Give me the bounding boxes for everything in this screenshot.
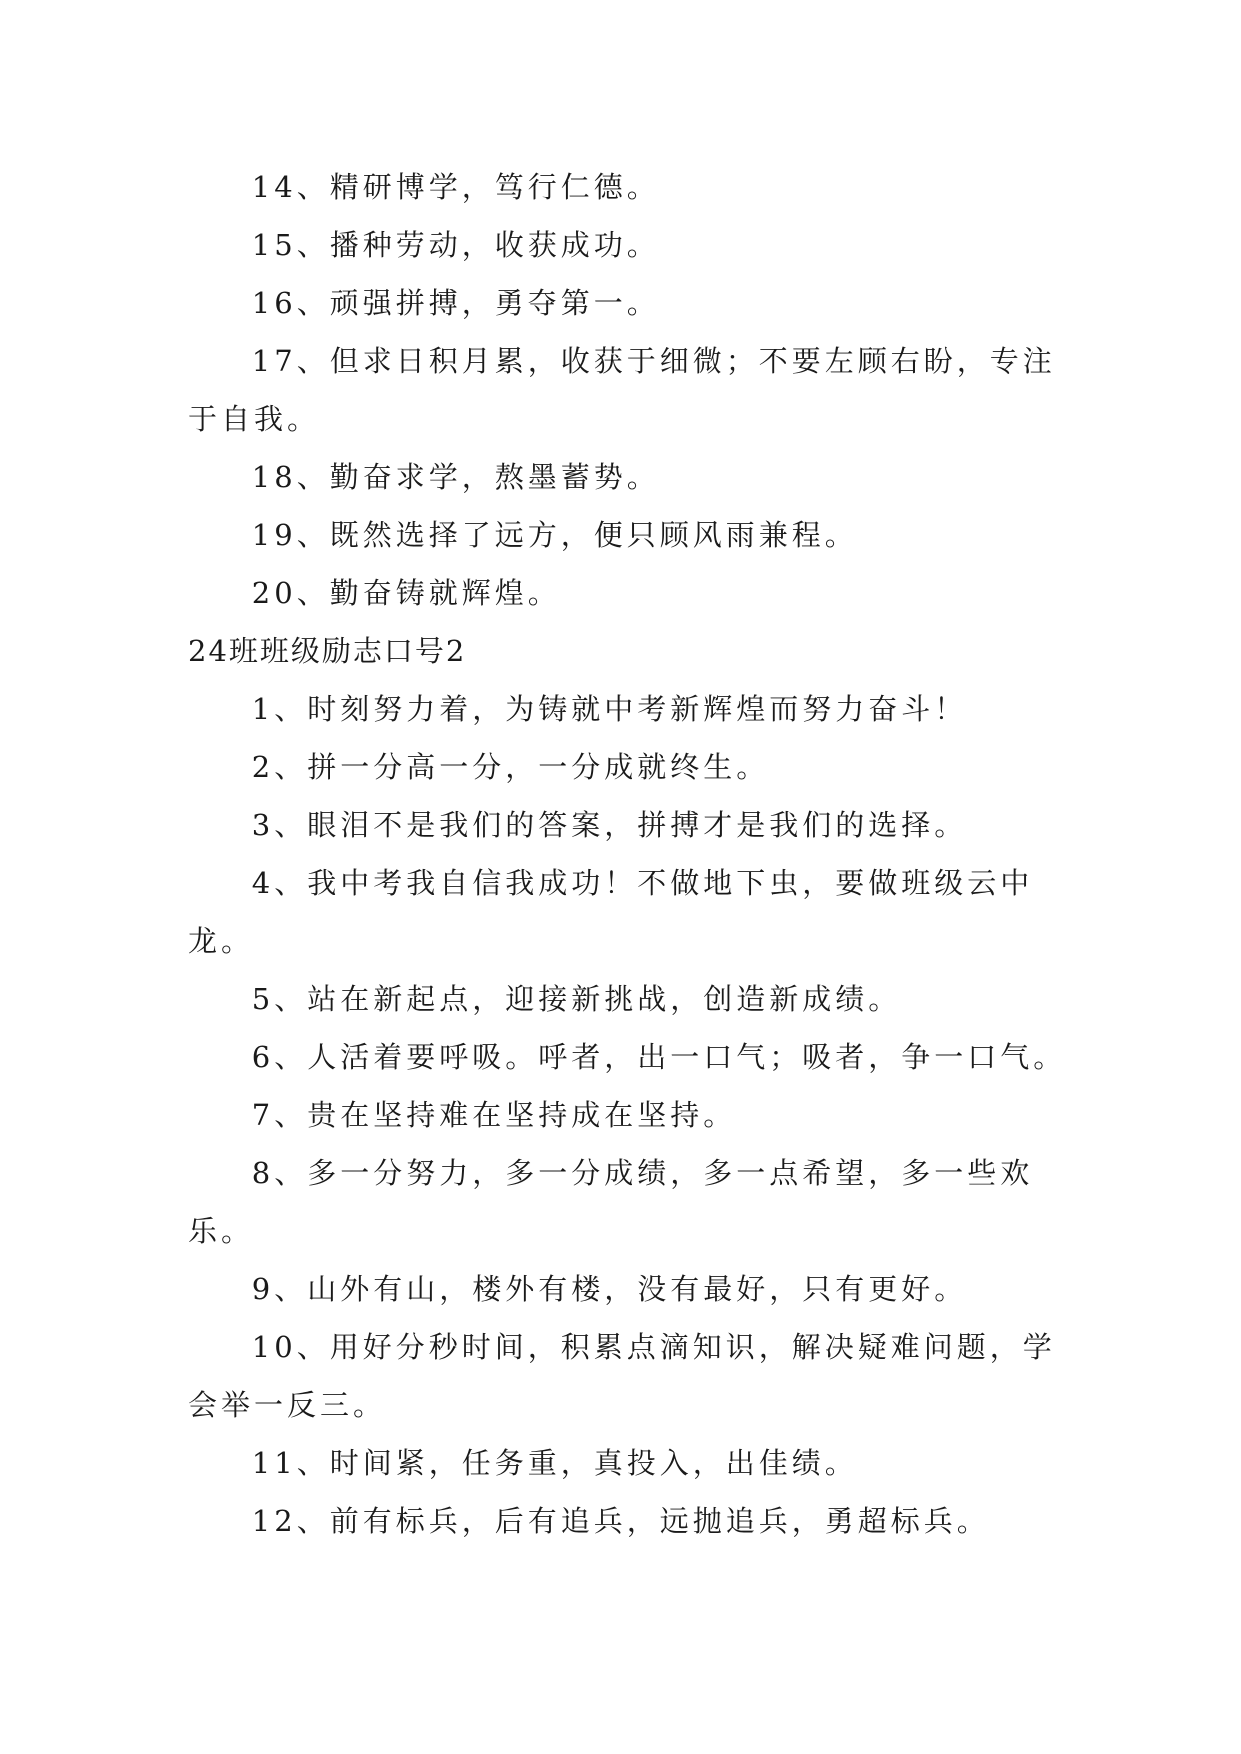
slogan-item: 7、贵在坚持难在坚持成在坚持。 <box>251 1098 737 1132</box>
slogan-item: 6、人活着要呼吸。呼者，出一口气；吸者，争一口气。 <box>251 1040 1067 1074</box>
slogan-item: 19、既然选择了远方，便只顾风雨兼程。 <box>251 518 858 552</box>
slogan-item: 4、我中考我自信我成功！不做地下虫，要做班级云中龙。 <box>188 866 1034 958</box>
slogan-item: 3、眼泪不是我们的答案，拼搏才是我们的选择。 <box>251 808 968 842</box>
slogan-item: 15、播种劳动，收获成功。 <box>251 228 660 262</box>
slogan-item: 5、站在新起点，迎接新挑战，创造新成绩。 <box>251 982 902 1016</box>
slogan-item: 17、但求日积月累，收获于细微；不要左顾右盼，专注于自我。 <box>188 344 1056 436</box>
slogan-item: 10、用好分秒时间，积累点滴知识，解决疑难问题，学会举一反三。 <box>188 1330 1056 1422</box>
slogan-item: 14、精研博学，笃行仁德。 <box>251 170 660 204</box>
slogan-item: 8、多一分努力，多一分成绩，多一点希望，多一些欢乐。 <box>188 1156 1034 1248</box>
slogan-item: 9、山外有山，楼外有楼，没有最好，只有更好。 <box>251 1272 968 1306</box>
slogan-item: 2、拼一分高一分，一分成就终生。 <box>251 750 770 784</box>
slogan-item: 1、时刻努力着，为铸就中考新辉煌而努力奋斗！ <box>251 692 968 726</box>
document-body <box>188 158 1068 1550</box>
slogan-item: 11、时间紧，任务重，真投入，出佳绩。 <box>251 1446 858 1480</box>
section-heading: 24班班级励志口号2 <box>188 634 467 668</box>
slogan-item: 20、勤奋铸就辉煌。 <box>251 576 561 610</box>
slogan-item: 16、顽强拼搏，勇夺第一。 <box>251 286 660 320</box>
slogan-item: 18、勤奋求学，熬墨蓄势。 <box>251 460 660 494</box>
slogan-item: 12、前有标兵，后有追兵，远抛追兵，勇超标兵。 <box>251 1504 990 1538</box>
